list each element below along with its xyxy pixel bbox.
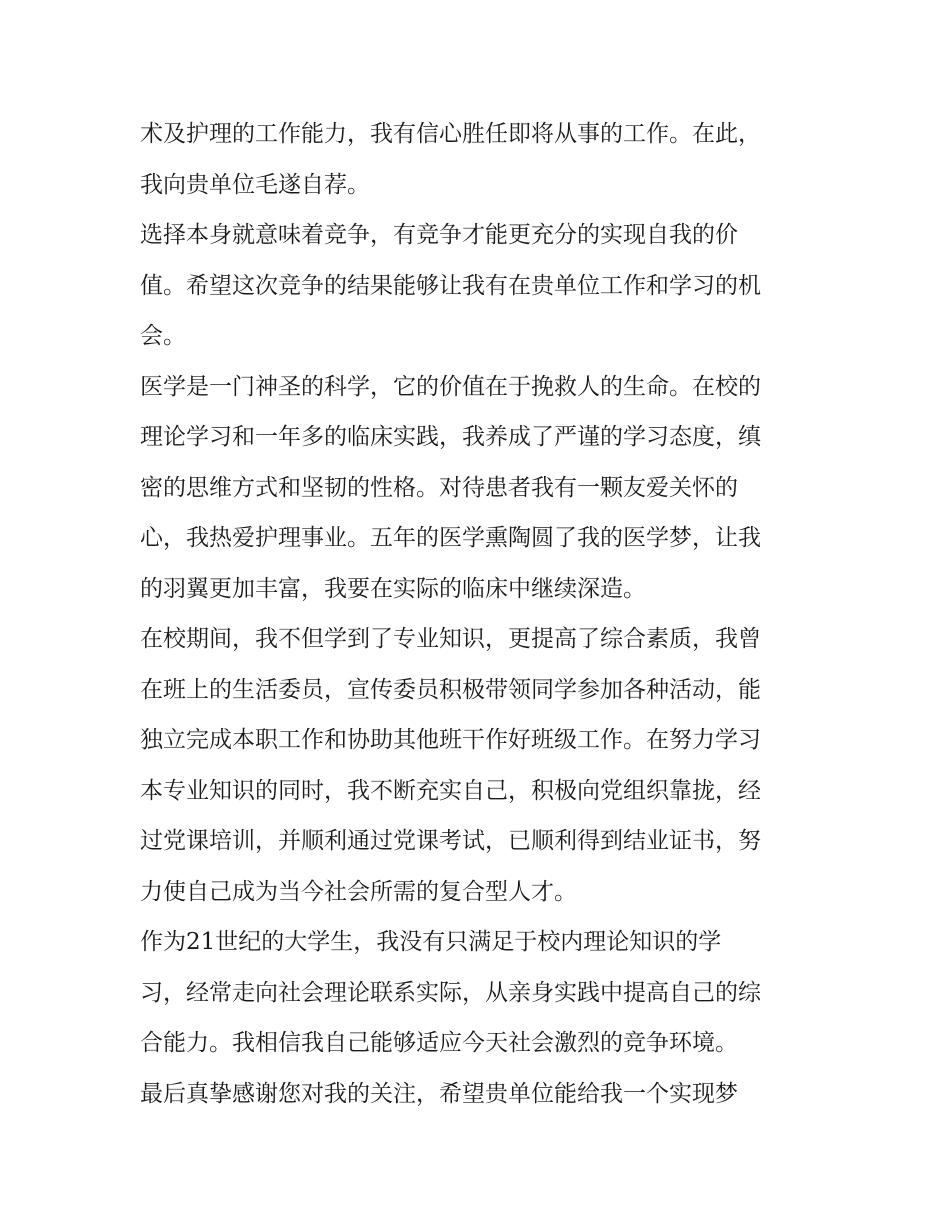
text-line: 我向贵单位毛遂自荐。: [140, 171, 370, 198]
text-line: 术及护理的工作能力，我有信心胜任即将从事的工作。在此，: [140, 121, 761, 147]
text-line: 合能力。我相信我自己能够适应今天社会激烈的竞争环境。: [140, 1030, 738, 1056]
text-line: 在校期间，我不但学到了专业知识，更提高了综合素质，我曾: [140, 626, 761, 652]
text-line: 过党课培训，并顺利通过党课考试，已顺利得到结业证书，努: [140, 828, 761, 854]
text-line: 心，我热爱护理事业。五年的医学熏陶圆了我的医学梦，让我: [140, 525, 761, 551]
text-line: 选择本身就意味着竞争，有竞争才能更充分的实现自我的价: [140, 222, 738, 248]
text-line: 医学是一门神圣的科学，它的价值在于挽救人的生命。在校的: [140, 373, 761, 400]
text-line: 在班上的生活委员，宣传委员积极带领同学参加各种活动，能: [140, 676, 761, 703]
text-line: 会。: [140, 323, 186, 349]
text-line: 值。希望这次竞争的结果能够让我有在贵单位工作和学习的机: [140, 272, 761, 299]
text-line: 独立完成本职工作和协助其他班干作好班级工作。在努力学习: [140, 727, 761, 753]
text-line: 力使自己成为当今社会所需的复合型人才。: [140, 878, 577, 905]
body-text: [140, 109, 830, 1119]
text-line: 作为21世纪的大学生，我没有只满足于校内理论知识的学: [140, 929, 722, 955]
text-line: 本专业知识的同时，我不断充实自己，积极向党组织靠拢，经: [140, 777, 761, 804]
text-line: 最后真挚感谢您对我的关注，希望贵单位能给我一个实现梦: [140, 1080, 738, 1107]
text-line: 理论学习和一年多的临床实践，我养成了严谨的学习态度，缜: [140, 424, 761, 450]
text-line: 习，经常走向社会理论联系实际，从亲身实践中提高自己的综: [140, 979, 761, 1006]
text-line: 密的思维方式和坚韧的性格。对待患者我有一颗友爱关怀的: [140, 474, 738, 501]
text-line: 的羽翼更加丰富，我要在实际的临床中继续深造。: [140, 575, 646, 602]
